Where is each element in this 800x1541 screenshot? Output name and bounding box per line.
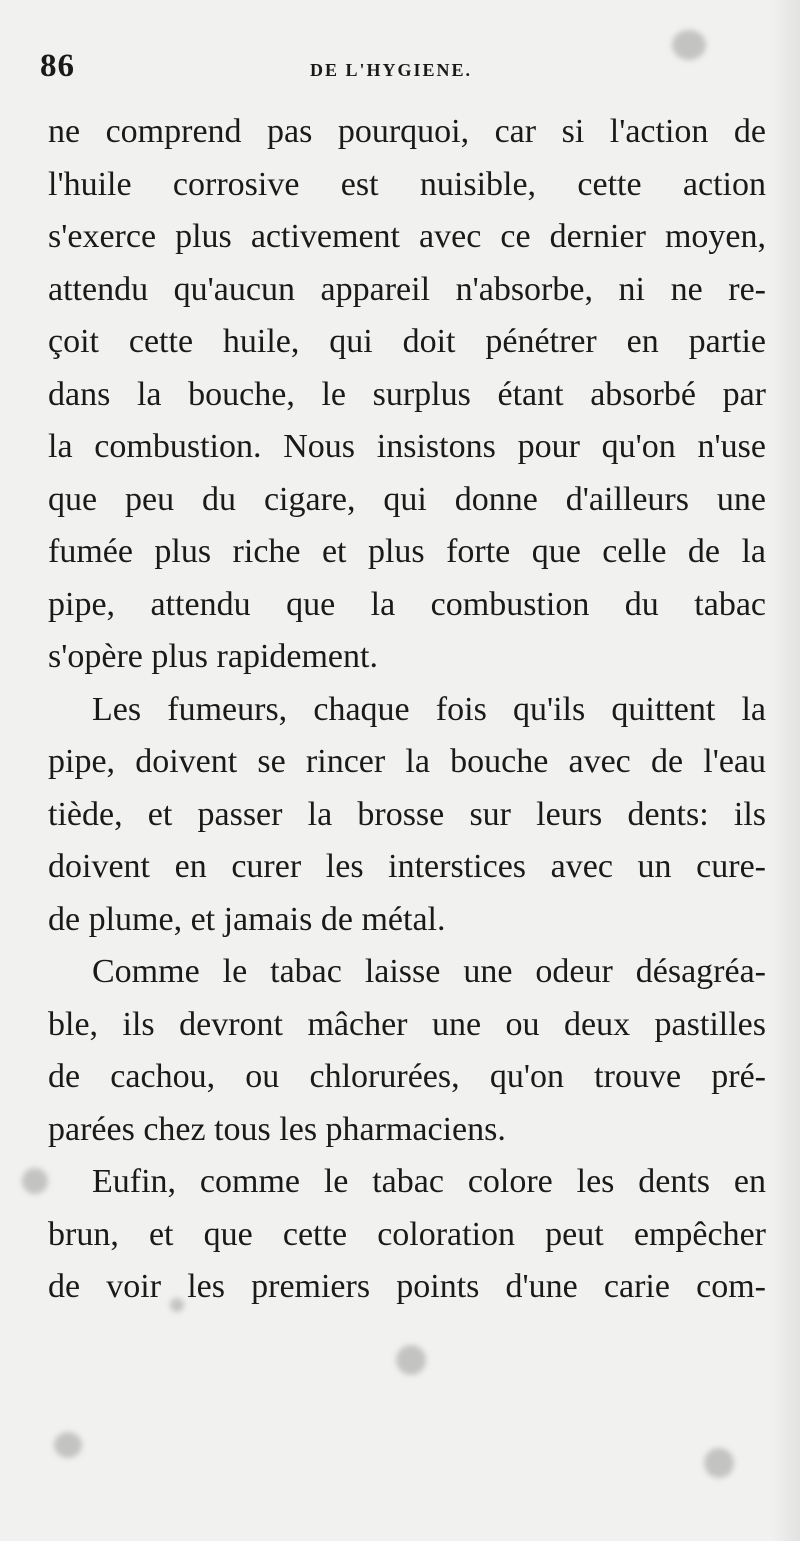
text-line: de voir les premiers points d'une carie com- (48, 1268, 766, 1305)
text-line: fumée plus riche et plus forte que celle de la (48, 533, 766, 570)
text-line: s'exerce plus activement avec ce dernier moyen, (48, 218, 766, 255)
text-line: çoit cette huile, qui doit pénétrer en partie (48, 323, 766, 360)
foxing-spot (396, 1345, 426, 1375)
text-line: la combustion. Nous insistons pour qu'on n'use (48, 428, 766, 465)
text-line: de cachou, ou chlorurées, qu'on trouve pré- (48, 1058, 766, 1095)
foxing-spot (22, 1168, 48, 1194)
text-line: l'huile corrosive est nuisible, cette action (48, 165, 766, 203)
text-line: doivent en curer les interstices avec un cure- (48, 848, 766, 885)
running-head: DE L'HYGIENE. (310, 60, 473, 80)
text-line: Comme le tabac laisse une odeur désagréa- (92, 953, 766, 990)
text-line: ble, ils devront mâcher une ou deux pastilles (48, 1005, 766, 1043)
body-text (48, 106, 766, 1314)
text-line: s'opère plus rapidement. (48, 638, 378, 675)
text-line: dans la bouche, le surplus étant absorbé par (48, 375, 766, 413)
text-line: de plume, et jamais de métal. (48, 900, 446, 938)
text-line: tiède, et passer la brosse sur leurs dents: ils (48, 795, 766, 833)
text-line: pipe, doivent se rincer la bouche avec de l'eau (48, 743, 766, 780)
page-number: 86 (40, 48, 75, 84)
foxing-spot (54, 1432, 82, 1458)
text-line: pipe, attendu que la combustion du tabac (48, 585, 766, 623)
text-line: que peu du cigare, qui donne d'ailleurs une (48, 480, 766, 518)
text-line: parées chez tous les pharmaciens. (48, 1110, 506, 1148)
text-line: brun, et que cette coloration peut empêcher (48, 1215, 766, 1253)
text-line: Les fumeurs, chaque fois qu'ils quittent la (92, 690, 766, 728)
text-line: ne comprend pas pourquoi, car si l'action de (48, 113, 766, 150)
foxing-spot (704, 1448, 734, 1478)
page-header (40, 48, 760, 98)
text-line: Eufin, comme le tabac colore les dents en (92, 1163, 766, 1200)
text-line: attendu qu'aucun appareil n'absorbe, ni ne re- (48, 270, 766, 308)
